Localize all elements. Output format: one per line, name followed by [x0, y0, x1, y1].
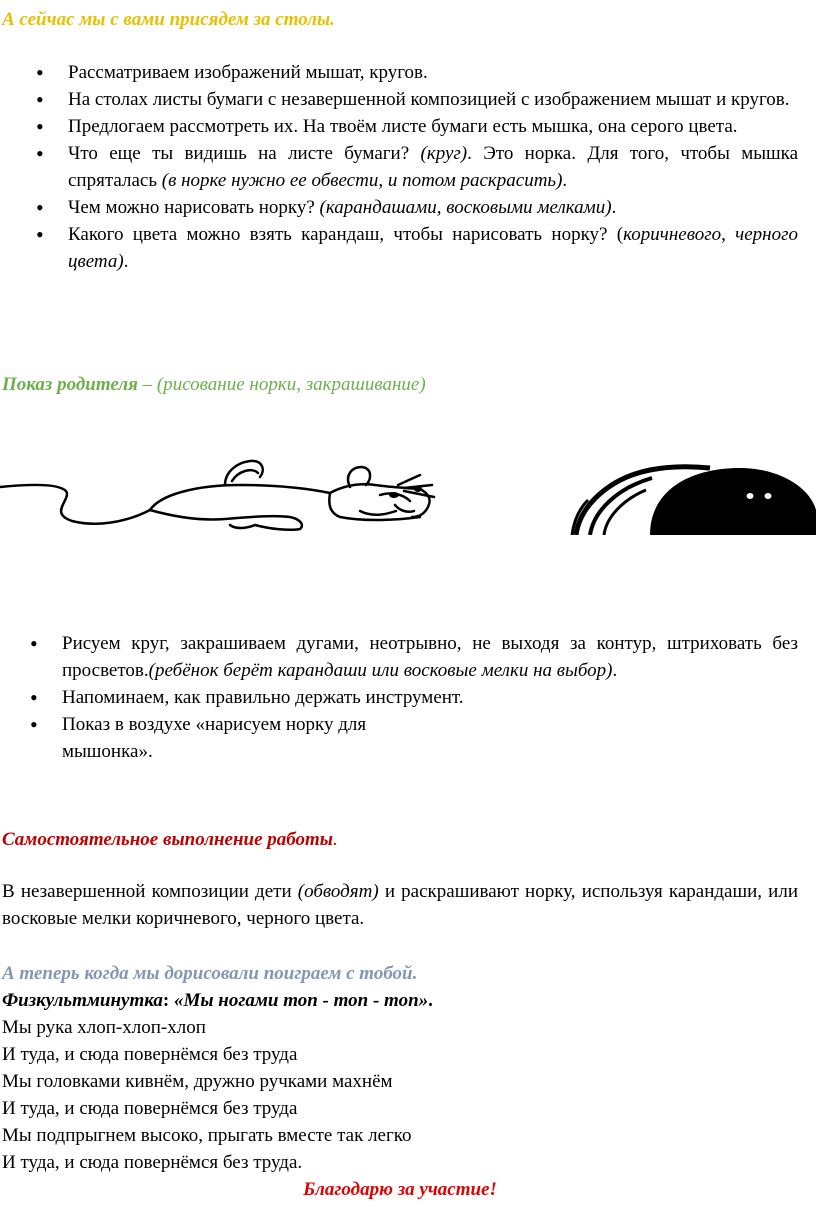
list-item: • Напоминаем, как правильно держать инструмент.: [62, 684, 798, 711]
list-item: • Рассматриваем изображений мышат, кругов.: [68, 59, 798, 86]
list-item: • Рисуем круг, закрашиваем дугами, неотрывно, не выходя за контур, штриховать без просветов.(ребёнок берёт карандаши или восковые мелки на выбор).: [62, 630, 798, 684]
exercise-poem: [2, 1014, 798, 1176]
list-item: • Какого цвета можно взять карандаш, чтобы нарисовать норку? (коричневого, черного цвета).: [68, 221, 798, 275]
play-heading: А теперь когда мы дорисовали поиграем с тобой.: [2, 963, 418, 984]
self-work-heading: Самостоятельное выполнение работы.: [2, 829, 338, 850]
list-item: • Показ в воздухе «нарисуем норку для мышонка».: [62, 711, 798, 765]
intro-heading: А сейчас мы с вами присядем за столы.: [2, 9, 335, 30]
thanks-line: Благодарю за участие!: [303, 1179, 497, 1200]
poem-line: Мы подпрыгнем высоко, прыгать вместе так легко: [2, 1125, 412, 1146]
list-item: • На столах листы бумаги с незавершенной композицией с изображением мышат и кругов.: [68, 86, 798, 113]
list-item: • Чем можно нарисовать норку? (карандашами, восковыми мелками).: [68, 194, 798, 221]
list-item: • Что еще ты видишь на листе бумаги? (круг). Это норка. Для того, чтобы мышка спряталась (в норке нужно ее обвести, и потом раскрасить).: [68, 140, 798, 194]
exercise-heading: Физкультминутка: «Мы ногами топ - топ - топ».: [2, 990, 433, 1011]
poem-line: Мы головками кивнём, дружно ручками махнём: [2, 1071, 393, 1092]
activity-list: [68, 59, 798, 275]
drawing-steps-list: [62, 630, 798, 765]
poem-line: И туда, и сюда повернёмся без труда.: [2, 1152, 303, 1173]
list-item: • Предлогаем рассмотреть их. На твоём листе бумаги есть мышка, она серого цвета.: [68, 113, 798, 140]
burrow-illustration: [570, 460, 816, 535]
mouse-illustration: [0, 455, 445, 535]
poem-line: И туда, и сюда повернёмся без труда: [2, 1098, 298, 1119]
parent-demo-heading: Показ родителя – (рисование норки, закрашивание): [2, 374, 426, 395]
poem-line: Мы рука хлоп-хлоп-хлоп: [2, 1017, 206, 1038]
poem-line: И туда, и сюда повернёмся без труда: [2, 1044, 298, 1065]
self-work-paragraph: В незавершенной композиции дети (обводят) и раскрашивают норку, используя карандаши, или восковые мелки коричневого, черного цвета.: [2, 881, 798, 929]
